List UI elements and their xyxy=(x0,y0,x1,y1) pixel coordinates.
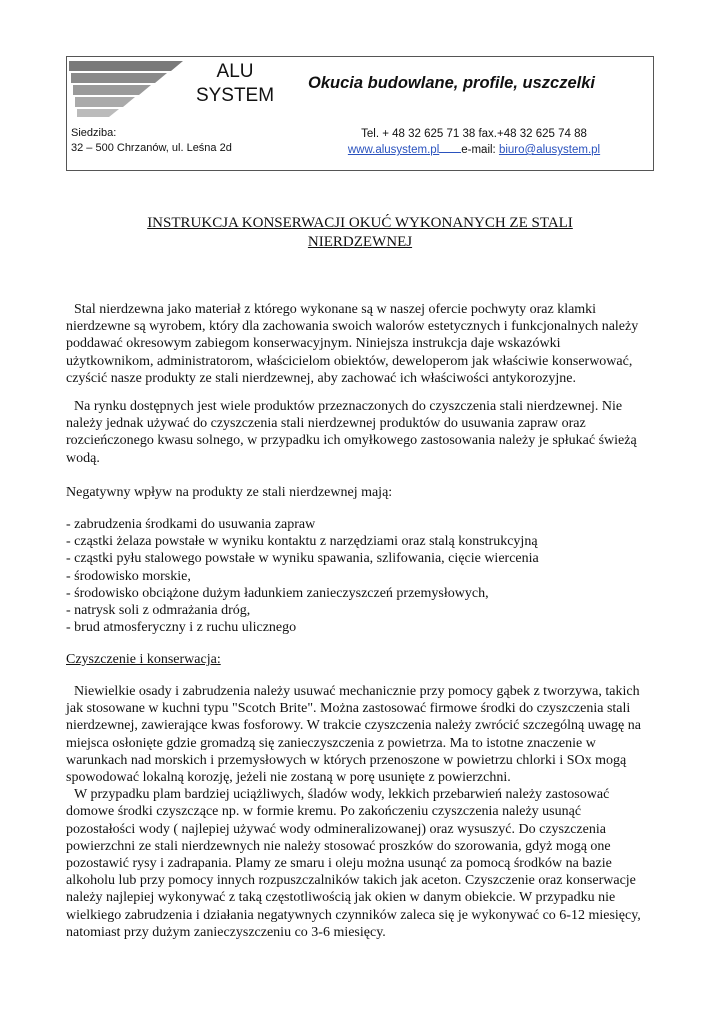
intro-paragraph xyxy=(66,301,670,387)
letterhead xyxy=(66,56,654,171)
cleaning-paragraphs xyxy=(66,683,670,941)
text-line: Negatywny wpływ na produkty ze stali nierdzewnej mają: xyxy=(66,485,393,500)
list-item: - brud atmosferyczny i z ruchu ulicznego xyxy=(66,620,297,636)
text-line: natomiast przy dużym zanieczyszczeniu co 3-6 miesięcy. xyxy=(66,924,386,940)
text-line: użytkownikom, administratorom, właścicielom obiektów, deweloperom jak właściwie konserwować, xyxy=(66,353,633,369)
list-item: - zabrudzenia środkami do usuwania zapraw xyxy=(66,517,316,532)
text-line: nierdzewne są wyrobem, który dla zachowania swoich walorów estetycznych i funkcjonalnych należy xyxy=(66,319,639,335)
section-heading: Czyszczenie i konserwacja: xyxy=(66,652,221,667)
email-label: e-mail: xyxy=(461,144,499,156)
text-line: domowe środki czyszczące np. w formie kremu. Po zakończeniu czyszczenia należy usunąć xyxy=(66,804,582,820)
brand-line-alu: ALU xyxy=(216,61,254,82)
text-line: nierdzewnej, zawierające kwas fosforowy. W trakcie czyszczenia należy zwrócić szczególną uwagę na xyxy=(66,718,641,734)
text-line: warunkach nad morskich i przemysłowych w których przenoszone w powietrzu chlorki i SOx mogą xyxy=(66,752,627,768)
market-paragraph xyxy=(66,398,670,467)
text-line: należy jednak używać do czyszczenia stali nierdzewnej produktów do usuwania zapraw oraz xyxy=(66,416,586,432)
negative-effects-heading xyxy=(66,484,670,501)
text-line: powierzchni ze stali nierdzewnych nie należy stosować proszków do szorowania, gdyż mogą one xyxy=(66,838,611,854)
text-line: W przypadku plam bardziej uciążliwych, śladów wody, lekkich przebarwień należy zastosować xyxy=(74,787,610,803)
text-line: alkoholu lub przy pomocy innych rozpuszczalników takich jak aceton. Czyszczenie oraz konserwacje xyxy=(66,873,636,889)
web-email-line xyxy=(299,142,649,158)
list-item: - środowisko obciążone dużym ładunkiem zanieczyszczeń przemysłowych, xyxy=(66,585,489,601)
text-line: Niewielkie osady i zabrudzenia należy usuwać mechanicznie przy pomocy gąbek z tworzywa, takich xyxy=(74,684,640,699)
website-link[interactable]: www.alusystem.pl xyxy=(347,144,440,156)
text-line: rozcieńczonego kwasu solnego, w przypadku ich omyłkowego zastosowania należy je spłukać świeżą xyxy=(66,433,637,449)
seat-info xyxy=(71,126,232,156)
seat-address: 32 – 500 Chrzanów, ul. Leśna 2d xyxy=(71,142,232,154)
text-line: pozostawić rysy i zadrapania. Plamy ze smaru i oleju można usunąć za pomocą środków na bazie xyxy=(66,856,612,872)
list-item: - natrysk soli z odmrażania dróg, xyxy=(66,603,251,619)
contact-info xyxy=(299,127,649,158)
text-line: Stal nierdzewna jako materiał z którego wykonane są w naszej ofercie pochwyty oraz klamki xyxy=(74,302,597,317)
text-line: czyścić nasze produkty ze stali nierdzewnej, aby zachować ich właściwości antykorozyjne. xyxy=(66,370,577,386)
text-line: poddawać okresowym zabiegom konserwacyjnym. Niniejsza instrukcja daje wskazówki xyxy=(66,336,561,352)
seat-label: Siedziba: xyxy=(71,127,117,139)
text-line: miejsca osłonięte gdzie gromadzą się zanieczyszczenia z powietrza. Ma to istotne znaczenie w xyxy=(66,735,596,751)
phone-fax: Tel. + 48 32 625 71 38 fax.+48 32 625 74 88 xyxy=(361,128,587,140)
negative-effects-list xyxy=(66,516,670,636)
email-link[interactable]: biuro@alusystem.pl xyxy=(498,144,601,156)
title-line-2: NIERDZEWNEJ xyxy=(307,234,413,250)
text-line: Na rynku dostępnych jest wiele produktów przeznaczonych do czyszczenia stali nierdzewnej. Nie xyxy=(74,399,623,414)
list-item: - środowisko morskie, xyxy=(66,568,191,584)
list-item: - cząstki pyłu stalowego powstałe w wyniku spawania, szlifowania, cięcie wiercenia xyxy=(66,551,539,567)
brand-name xyxy=(182,60,288,108)
text-line: jak stosowane w kuchni typu "Scotch Brite". Można zastosować firmowe środki do czyszczenia stali xyxy=(66,701,631,717)
text-line: spowodować lokalną korozję, jeżeli nie zostaną w porę usunięte z powierzchni. xyxy=(66,770,511,786)
document-title xyxy=(66,214,654,252)
title-line-1: INSTRUKCJA KONSERWACJI OKUĆ WYKONANYCH ZE STALI xyxy=(147,215,573,231)
text-line: pozostałości wody ( najlepiej używać wody odmineralizowanej) oraz wysuszyć. Do czyszczenia xyxy=(66,821,606,837)
underline-gap xyxy=(439,142,461,153)
list-item: - cząstki żelaza powstałe w wyniku kontaktu z narzędziami oraz stalą konstrukcyjną xyxy=(66,534,538,550)
text-line: wodą. xyxy=(66,450,100,466)
alu-system-logo-icon xyxy=(67,57,185,119)
text-line: wielkiego zabrudzenia i działania negatywnych czynników zaleca się je wykonywać co 6-12 miesięcy, xyxy=(66,907,641,923)
brand-line-system: SYSTEM xyxy=(195,85,275,106)
company-tagline: Okucia budowlane, profile, uszczelki xyxy=(308,74,595,92)
text-line: należy najlepiej wykonywać z taką częstotliwością jak okien w danym obiekcie. W przypadku nie xyxy=(66,890,616,906)
cleaning-heading xyxy=(66,651,670,668)
